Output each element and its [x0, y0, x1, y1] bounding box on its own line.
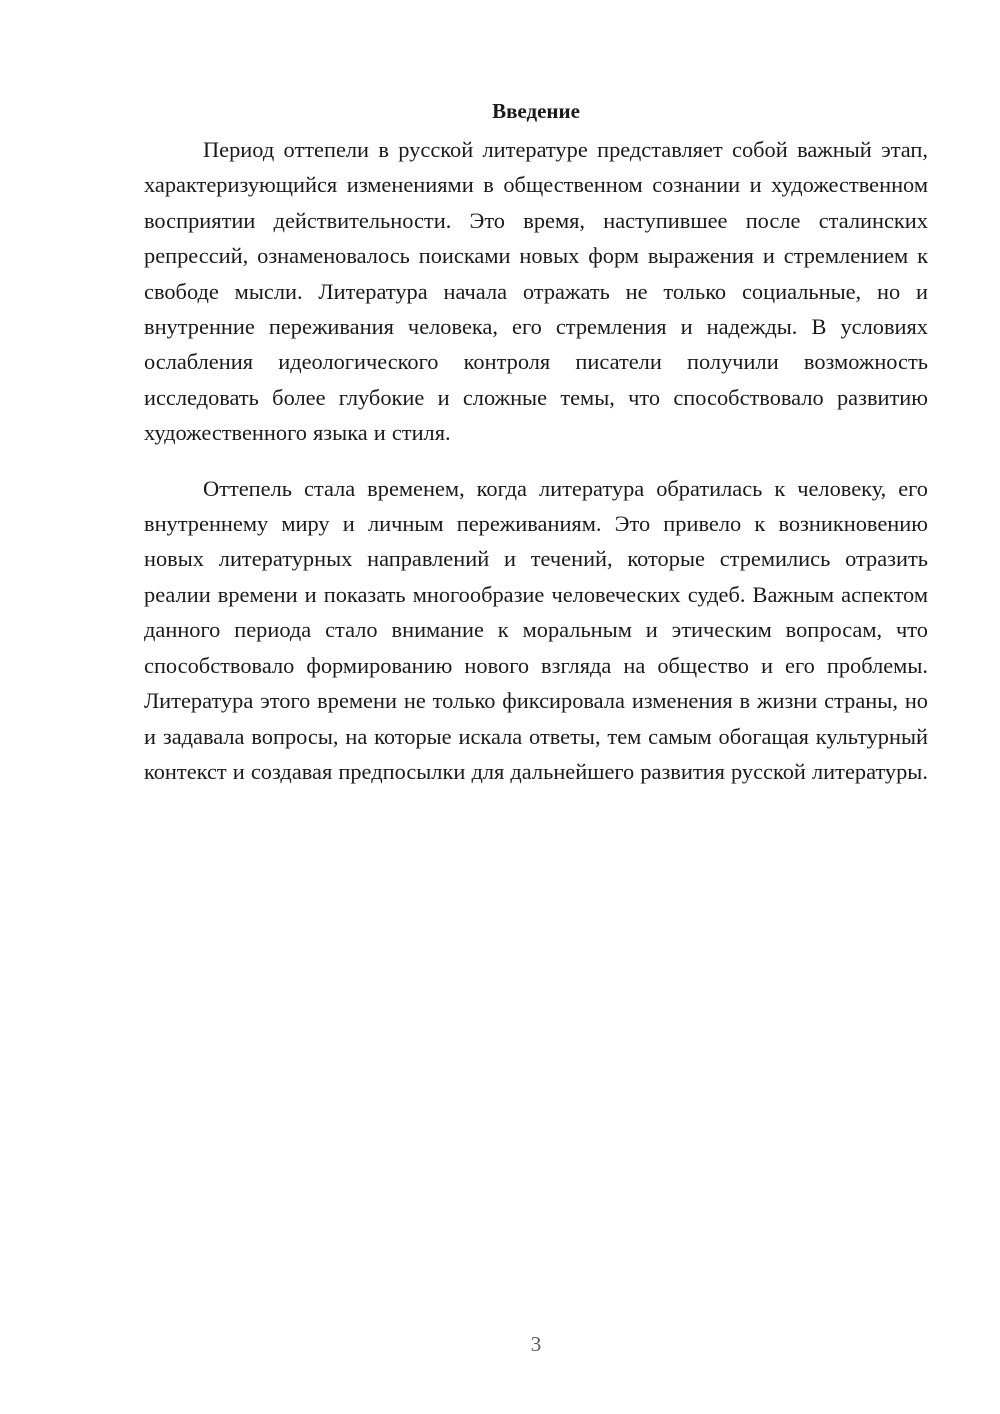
paragraph-1: Период оттепели в русской литературе представляет собой важный этап, характеризующийся изменениями в общественном сознании и художественном восприятии действительности. Это время, наступившее после сталинских репрессий, ознаменовалось поисками новых форм выражения и стремлением к свободе мысли. Литература начала отражать не только социальные, но и внутренние переживания человека, его стремления и надежды. В условиях ослабления идеологического контроля писатели получили возможность исследовать более глубокие и сложные темы, что способствовало развитию художественного языка и стиля. [144, 137, 928, 446]
page-content [144, 96, 928, 789]
page-number: 3 [530, 1332, 542, 1356]
paragraph-2: Оттепель стала временем, когда литература обратилась к человеку, его внутреннему миру и личным переживаниям. Это привело к возникновению новых литературных направлений и течений, которые стремились отразить реалии времени и показать многообразие человеческих судеб. Важным аспектом данного периода стало внимание к моральным и этическим вопросам, что способствовало формированию нового взгляда на общество и его проблемы. Литература этого времени не только фиксировала изменения в жизни страны, но и задавала вопросы, на которые искала ответы, тем самым обогащая культурный контекст и создавая предпосылки для дальнейшего развития русской литературы. [144, 475, 928, 784]
section-title: Введение [492, 99, 580, 123]
